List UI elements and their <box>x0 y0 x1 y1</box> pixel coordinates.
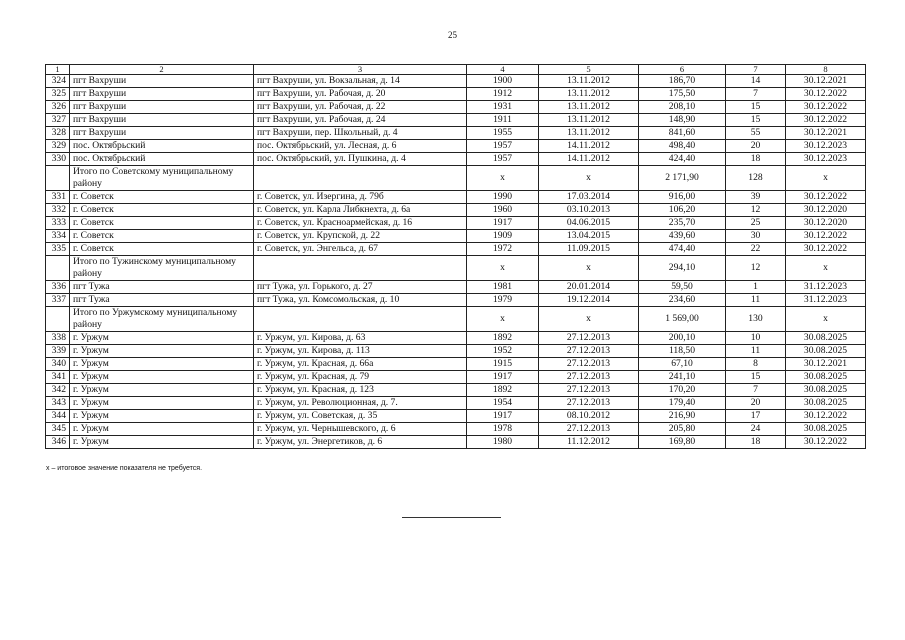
area-cell: 235,70 <box>639 217 726 230</box>
column-number: 2 <box>70 65 254 75</box>
settlement-cell: г. Советск <box>70 217 254 230</box>
count-cell: 11 <box>726 294 786 307</box>
address-cell: г. Уржум, ул. Революционная, д. 7. <box>254 397 467 410</box>
settlement-cell: пгт Вахруши <box>70 88 254 101</box>
year-cell: 1917 <box>467 410 539 423</box>
address-cell: г. Уржум, ул. Советская, д. 35 <box>254 410 467 423</box>
area-cell: 175,50 <box>639 88 726 101</box>
count-cell: 1 <box>726 281 786 294</box>
deadline-cell: 31.12.2023 <box>786 294 866 307</box>
year-cell: 1957 <box>467 153 539 166</box>
settlement-cell: г. Уржум <box>70 332 254 345</box>
address-cell: г. Советск, ул. Энгельса, д. 67 <box>254 243 467 256</box>
empty-cell <box>254 166 467 191</box>
date-cell: 13.11.2012 <box>539 88 639 101</box>
address-cell: пгт Вахруши, ул. Рабочая, д. 20 <box>254 88 467 101</box>
count-cell: 14 <box>726 75 786 88</box>
year-cell: 1917 <box>467 217 539 230</box>
area-cell: 106,20 <box>639 204 726 217</box>
settlement-cell: г. Уржум <box>70 358 254 371</box>
column-number: 8 <box>786 65 866 75</box>
row-number-cell: 341 <box>46 371 70 384</box>
count-cell: 7 <box>726 88 786 101</box>
subtotal-row <box>46 166 866 191</box>
row-number-cell: 329 <box>46 140 70 153</box>
area-cell: 170,20 <box>639 384 726 397</box>
settlement-cell: г. Уржум <box>70 397 254 410</box>
deadline-cell: 30.12.2022 <box>786 114 866 127</box>
page-number: 25 <box>448 30 457 40</box>
settlement-cell: г. Советск <box>70 191 254 204</box>
address-cell: г. Советск, ул. Изергина, д. 79б <box>254 191 467 204</box>
table-row <box>46 281 866 294</box>
deadline-cell: 30.12.2021 <box>786 127 866 140</box>
year-cell: 1972 <box>467 243 539 256</box>
address-cell: г. Уржум, ул. Кирова, д. 113 <box>254 345 467 358</box>
row-number-cell: 334 <box>46 230 70 243</box>
count-cell: 20 <box>726 397 786 410</box>
area-cell: 294,10 <box>639 256 726 281</box>
row-number-cell: 345 <box>46 423 70 436</box>
date-cell: 13.11.2012 <box>539 101 639 114</box>
address-cell: пгт Тужа, ул. Комсомольская, д. 10 <box>254 294 467 307</box>
deadline-cell: 30.12.2021 <box>786 358 866 371</box>
area-cell: 916,00 <box>639 191 726 204</box>
area-cell: 439,60 <box>639 230 726 243</box>
empty-cell <box>46 307 70 332</box>
area-cell: 1 569,00 <box>639 307 726 332</box>
date-cell: x <box>539 307 639 332</box>
table-row <box>46 217 866 230</box>
date-cell: 14.11.2012 <box>539 140 639 153</box>
address-cell: пос. Октябрьский, ул. Пушкина, д. 4 <box>254 153 467 166</box>
settlement-cell: г. Советск <box>70 230 254 243</box>
address-cell: г. Советск, ул. Крупской, д. 22 <box>254 230 467 243</box>
row-number-cell: 324 <box>46 75 70 88</box>
table-row <box>46 153 866 166</box>
address-cell: пгт Вахруши, ул. Вокзальная, д. 14 <box>254 75 467 88</box>
year-cell: 1952 <box>467 345 539 358</box>
row-number-cell: 327 <box>46 114 70 127</box>
count-cell: 128 <box>726 166 786 191</box>
area-cell: 234,60 <box>639 294 726 307</box>
year-cell: 1990 <box>467 191 539 204</box>
deadline-cell: 30.12.2022 <box>786 191 866 204</box>
date-cell: 13.11.2012 <box>539 114 639 127</box>
year-cell: x <box>467 166 539 191</box>
row-number-cell: 342 <box>46 384 70 397</box>
address-cell: г. Уржум, ул. Красная, д. 66а <box>254 358 467 371</box>
settlement-cell: пгт Тужа <box>70 281 254 294</box>
count-cell: 24 <box>726 423 786 436</box>
year-cell: 1909 <box>467 230 539 243</box>
settlement-cell: пгт Вахруши <box>70 75 254 88</box>
deadline-cell: x <box>786 256 866 281</box>
address-cell: пгт Вахруши, ул. Рабочая, д. 24 <box>254 114 467 127</box>
year-cell: 1917 <box>467 371 539 384</box>
area-cell: 169,80 <box>639 436 726 449</box>
area-cell: 118,50 <box>639 345 726 358</box>
row-number-cell: 332 <box>46 204 70 217</box>
date-cell: 27.12.2013 <box>539 371 639 384</box>
column-number: 3 <box>254 65 467 75</box>
deadline-cell: 30.08.2025 <box>786 371 866 384</box>
area-cell: 474,40 <box>639 243 726 256</box>
year-cell: 1981 <box>467 281 539 294</box>
deadline-cell: 30.12.2022 <box>786 88 866 101</box>
address-cell: г. Советск, ул. Красноармейская, д. 16 <box>254 217 467 230</box>
year-cell: 1892 <box>467 332 539 345</box>
date-cell: 11.09.2015 <box>539 243 639 256</box>
table-row <box>46 243 866 256</box>
deadline-cell: 30.08.2025 <box>786 345 866 358</box>
settlement-cell: пгт Вахруши <box>70 101 254 114</box>
year-cell: 1931 <box>467 101 539 114</box>
year-cell: 1915 <box>467 358 539 371</box>
row-number-cell: 340 <box>46 358 70 371</box>
table-row <box>46 436 866 449</box>
date-cell: 27.12.2013 <box>539 423 639 436</box>
empty-cell <box>254 256 467 281</box>
count-cell: 7 <box>726 384 786 397</box>
year-cell: 1954 <box>467 397 539 410</box>
subtotal-label-cell: Итого по Тужинскому муниципальному району <box>70 256 254 281</box>
year-cell: 1979 <box>467 294 539 307</box>
date-cell: 11.12.2012 <box>539 436 639 449</box>
address-cell: г. Уржум, ул. Кирова, д. 63 <box>254 332 467 345</box>
subtotal-label-cell: Итого по Уржумскому муниципальному району <box>70 307 254 332</box>
column-number: 4 <box>467 65 539 75</box>
year-cell: 1957 <box>467 140 539 153</box>
count-cell: 20 <box>726 140 786 153</box>
row-number-cell: 346 <box>46 436 70 449</box>
settlement-cell: пос. Октябрьский <box>70 140 254 153</box>
table-row <box>46 114 866 127</box>
area-cell: 241,10 <box>639 371 726 384</box>
area-cell: 148,90 <box>639 114 726 127</box>
date-cell: 27.12.2013 <box>539 345 639 358</box>
column-number: 1 <box>46 65 70 75</box>
settlement-cell: г. Уржум <box>70 410 254 423</box>
column-number-row <box>46 65 866 75</box>
date-cell: 14.11.2012 <box>539 153 639 166</box>
row-number-cell: 328 <box>46 127 70 140</box>
address-cell: г. Уржум, ул. Энергетиков, д. 6 <box>254 436 467 449</box>
table-row <box>46 371 866 384</box>
settlement-cell: пгт Вахруши <box>70 127 254 140</box>
area-cell: 186,70 <box>639 75 726 88</box>
settlement-cell: пгт Вахруши <box>70 114 254 127</box>
deadline-cell: 30.12.2022 <box>786 410 866 423</box>
count-cell: 39 <box>726 191 786 204</box>
date-cell: 27.12.2013 <box>539 397 639 410</box>
table-row <box>46 358 866 371</box>
row-number-cell: 333 <box>46 217 70 230</box>
housing-registry-table <box>45 64 866 449</box>
date-cell: x <box>539 256 639 281</box>
address-cell: пгт Вахруши, ул. Рабочая, д. 22 <box>254 101 467 114</box>
table-row <box>46 191 866 204</box>
settlement-cell: г. Уржум <box>70 423 254 436</box>
table-row <box>46 397 866 410</box>
address-cell: г. Советск, ул. Карла Либкнехта, д. 6а <box>254 204 467 217</box>
deadline-cell: 30.12.2020 <box>786 217 866 230</box>
deadline-cell: 30.12.2023 <box>786 153 866 166</box>
deadline-cell: 30.12.2022 <box>786 101 866 114</box>
count-cell: 30 <box>726 230 786 243</box>
table-row <box>46 332 866 345</box>
settlement-cell: г. Уржум <box>70 384 254 397</box>
row-number-cell: 326 <box>46 101 70 114</box>
table-row <box>46 101 866 114</box>
empty-cell <box>46 166 70 191</box>
deadline-cell: 30.12.2020 <box>786 204 866 217</box>
date-cell: 04.06.2015 <box>539 217 639 230</box>
year-cell: 1978 <box>467 423 539 436</box>
end-line-divider <box>402 517 501 518</box>
deadline-cell: 30.08.2025 <box>786 423 866 436</box>
date-cell: 13.11.2012 <box>539 75 639 88</box>
settlement-cell: г. Советск <box>70 204 254 217</box>
empty-cell <box>46 256 70 281</box>
deadline-cell: 31.12.2023 <box>786 281 866 294</box>
footnote: x – итоговое значение показателя не требуется. <box>46 465 203 472</box>
subtotal-row <box>46 307 866 332</box>
table-row <box>46 88 866 101</box>
table-row <box>46 410 866 423</box>
address-cell: пос. Октябрьский, ул. Лесная, д. 6 <box>254 140 467 153</box>
year-cell: 1980 <box>467 436 539 449</box>
settlement-cell: пгт Тужа <box>70 294 254 307</box>
deadline-cell: 30.08.2025 <box>786 332 866 345</box>
row-number-cell: 344 <box>46 410 70 423</box>
count-cell: 11 <box>726 345 786 358</box>
area-cell: 841,60 <box>639 127 726 140</box>
table-row <box>46 127 866 140</box>
date-cell: 13.11.2012 <box>539 127 639 140</box>
table-row <box>46 423 866 436</box>
row-number-cell: 339 <box>46 345 70 358</box>
row-number-cell: 336 <box>46 281 70 294</box>
area-cell: 67,10 <box>639 358 726 371</box>
row-number-cell: 331 <box>46 191 70 204</box>
count-cell: 15 <box>726 114 786 127</box>
count-cell: 130 <box>726 307 786 332</box>
year-cell: 1892 <box>467 384 539 397</box>
year-cell: 1955 <box>467 127 539 140</box>
count-cell: 8 <box>726 358 786 371</box>
row-number-cell: 337 <box>46 294 70 307</box>
table-row <box>46 384 866 397</box>
deadline-cell: 30.12.2023 <box>786 140 866 153</box>
deadline-cell: x <box>786 307 866 332</box>
date-cell: 20.01.2014 <box>539 281 639 294</box>
date-cell: 17.03.2014 <box>539 191 639 204</box>
date-cell: 03.10.2013 <box>539 204 639 217</box>
row-number-cell: 325 <box>46 88 70 101</box>
count-cell: 17 <box>726 410 786 423</box>
deadline-cell: 30.08.2025 <box>786 397 866 410</box>
area-cell: 179,40 <box>639 397 726 410</box>
row-number-cell: 330 <box>46 153 70 166</box>
deadline-cell: 30.08.2025 <box>786 384 866 397</box>
row-number-cell: 338 <box>46 332 70 345</box>
count-cell: 25 <box>726 217 786 230</box>
count-cell: 12 <box>726 256 786 281</box>
area-cell: 208,10 <box>639 101 726 114</box>
settlement-cell: г. Уржум <box>70 345 254 358</box>
area-cell: 498,40 <box>639 140 726 153</box>
count-cell: 12 <box>726 204 786 217</box>
row-number-cell: 343 <box>46 397 70 410</box>
year-cell: 1912 <box>467 88 539 101</box>
area-cell: 59,50 <box>639 281 726 294</box>
date-cell: 19.12.2014 <box>539 294 639 307</box>
deadline-cell: 30.12.2022 <box>786 436 866 449</box>
address-cell: г. Уржум, ул. Красная, д. 79 <box>254 371 467 384</box>
table-row <box>46 140 866 153</box>
count-cell: 15 <box>726 371 786 384</box>
area-cell: 200,10 <box>639 332 726 345</box>
table-row <box>46 230 866 243</box>
address-cell: пгт Тужа, ул. Горького, д. 27 <box>254 281 467 294</box>
date-cell: x <box>539 166 639 191</box>
settlement-cell: г. Советск <box>70 243 254 256</box>
deadline-cell: 30.12.2022 <box>786 230 866 243</box>
area-cell: 216,90 <box>639 410 726 423</box>
count-cell: 55 <box>726 127 786 140</box>
row-number-cell: 335 <box>46 243 70 256</box>
address-cell: г. Уржум, ул. Красная, д. 123 <box>254 384 467 397</box>
year-cell: 1900 <box>467 75 539 88</box>
subtotal-row <box>46 256 866 281</box>
table-body <box>46 65 866 449</box>
count-cell: 22 <box>726 243 786 256</box>
address-cell: г. Уржум, ул. Чернышевского, д. 6 <box>254 423 467 436</box>
count-cell: 18 <box>726 436 786 449</box>
subtotal-label-cell: Итого по Советскому муниципальному району <box>70 166 254 191</box>
settlement-cell: г. Уржум <box>70 436 254 449</box>
deadline-cell: 30.12.2022 <box>786 243 866 256</box>
settlement-cell: г. Уржум <box>70 371 254 384</box>
date-cell: 08.10.2012 <box>539 410 639 423</box>
table-row <box>46 294 866 307</box>
count-cell: 10 <box>726 332 786 345</box>
column-number: 7 <box>726 65 786 75</box>
year-cell: 1960 <box>467 204 539 217</box>
deadline-cell: 30.12.2021 <box>786 75 866 88</box>
area-cell: 424,40 <box>639 153 726 166</box>
date-cell: 27.12.2013 <box>539 332 639 345</box>
count-cell: 18 <box>726 153 786 166</box>
year-cell: 1911 <box>467 114 539 127</box>
column-number: 6 <box>639 65 726 75</box>
date-cell: 27.12.2013 <box>539 358 639 371</box>
year-cell: x <box>467 307 539 332</box>
table-row <box>46 204 866 217</box>
table-row <box>46 345 866 358</box>
count-cell: 15 <box>726 101 786 114</box>
empty-cell <box>254 307 467 332</box>
year-cell: x <box>467 256 539 281</box>
date-cell: 13.04.2015 <box>539 230 639 243</box>
area-cell: 205,80 <box>639 423 726 436</box>
area-cell: 2 171,90 <box>639 166 726 191</box>
deadline-cell: x <box>786 166 866 191</box>
date-cell: 27.12.2013 <box>539 384 639 397</box>
settlement-cell: пос. Октябрьский <box>70 153 254 166</box>
column-number: 5 <box>539 65 639 75</box>
table-row <box>46 75 866 88</box>
address-cell: пгт Вахруши, пер. Школьный, д. 4 <box>254 127 467 140</box>
